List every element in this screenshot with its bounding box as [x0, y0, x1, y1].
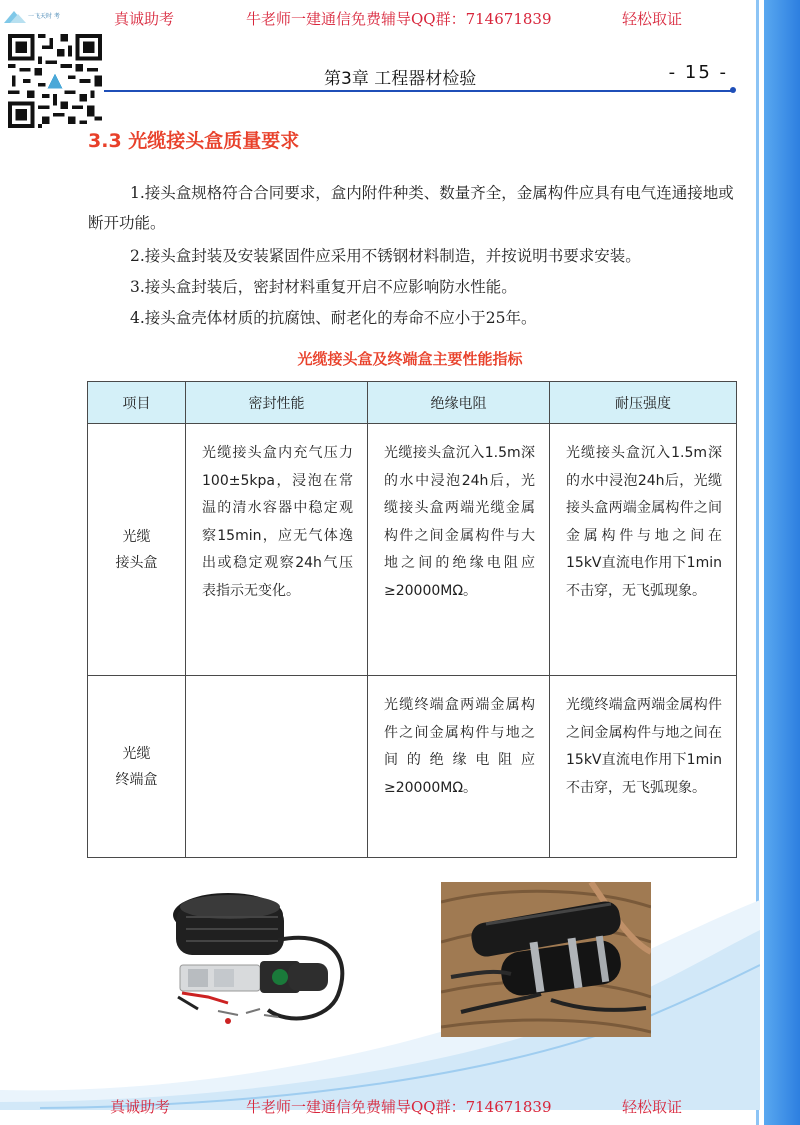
logo-icon: [4, 10, 76, 24]
row-item-line2: 接头盒: [115, 554, 158, 571]
header-item: 项目: [88, 382, 186, 424]
header-sealing: 密封性能: [186, 382, 368, 424]
header-insulation: 绝缘电阻: [368, 382, 550, 424]
row-item-line1: 光缆: [122, 745, 151, 762]
paragraph-3: 3.接头盒封装后，密封材料重复开启不应影响防水性能。: [130, 278, 517, 296]
cable-joint-box-photo: [168, 885, 368, 1035]
insulation-cell: 光缆终端盒两端金属构件之间金属构件与地之间的绝缘电阻应≥20000MΩ。: [368, 676, 550, 858]
paragraph-4: 4.接头盒壳体材质的抗腐蚀、耐老化的寿命不应小于25年。: [130, 309, 537, 327]
header-rule: [104, 90, 732, 92]
qr-code-icon: [8, 34, 102, 128]
section-title: 3.3 光缆接头盒质量要求: [88, 130, 300, 152]
banner-center-text: 牛老师一建通信免费辅导QQ群：714671839: [246, 10, 552, 28]
side-accent-bar: [764, 0, 800, 1125]
page-header: [104, 60, 732, 92]
sealing-cell: 光缆接头盒内充气压力100±5kpa，浸泡在常温的清水容器中稳定观察15min，应无气体逸出或稳定观察24h气压表指示无变化。: [186, 424, 368, 676]
table-row: [88, 676, 737, 858]
bottom-banner-center-text: 牛老师一建通信免费辅导QQ群：714671839: [246, 1098, 552, 1116]
performance-table: [87, 381, 737, 858]
row-item-cell: [88, 676, 186, 858]
bottom-banner-left-text: 真诚助考: [110, 1098, 171, 1116]
paragraph-2: 2.接头盒封装及安装紧固件应采用不锈钢材料制造，并按说明书要求安装。: [130, 247, 641, 265]
cable-closure-photo: [441, 882, 651, 1037]
header-rule-dot: [730, 87, 736, 93]
table-title: 光缆接头盒及终端盒主要性能指标: [297, 350, 523, 368]
insulation-cell: 光缆接头盒沉入1.5m深的水中浸泡24h后，光缆接头盒两端光缆金属构件之间金属构件与大地之间的绝缘电阻应≥20000MΩ。: [368, 424, 550, 676]
banner-right-text: 轻松取证: [622, 10, 683, 28]
table-row: [88, 424, 737, 676]
table-header-row: [88, 382, 737, 424]
page-number: - 15 -: [668, 62, 728, 83]
logo-text: 一飞天时 考: [28, 13, 60, 20]
row-item-cell: [88, 424, 186, 676]
row-item-line2: 终端盒: [115, 771, 158, 788]
paragraph-1: 1.接头盒规格符合合同要求，盒内附件种类、数量齐全，金属构件应具有电气连通接地或断开功能。: [88, 184, 734, 232]
chapter-title: 第3章 工程器材检验: [324, 69, 477, 89]
header-voltage: 耐压强度: [550, 382, 737, 424]
bottom-banner: [0, 1094, 760, 1118]
sealing-cell: [186, 676, 368, 858]
banner-left-text: 真诚助考: [114, 10, 175, 28]
top-banner: [0, 6, 760, 30]
bottom-banner-right-text: 轻松取证: [622, 1098, 683, 1116]
voltage-cell: 光缆终端盒两端金属构件之间金属构件与地之间在15kV直流电作用下1min不击穿，无飞弧现象。: [550, 676, 737, 858]
voltage-cell: 光缆接头盒沉入1.5m深的水中浸泡24h后，光缆接头盒两端金属构件之间金属构件与地之间在15kV直流电作用下1min不击穿，无飞弧现象。: [550, 424, 737, 676]
row-item-line1: 光缆: [122, 528, 151, 545]
